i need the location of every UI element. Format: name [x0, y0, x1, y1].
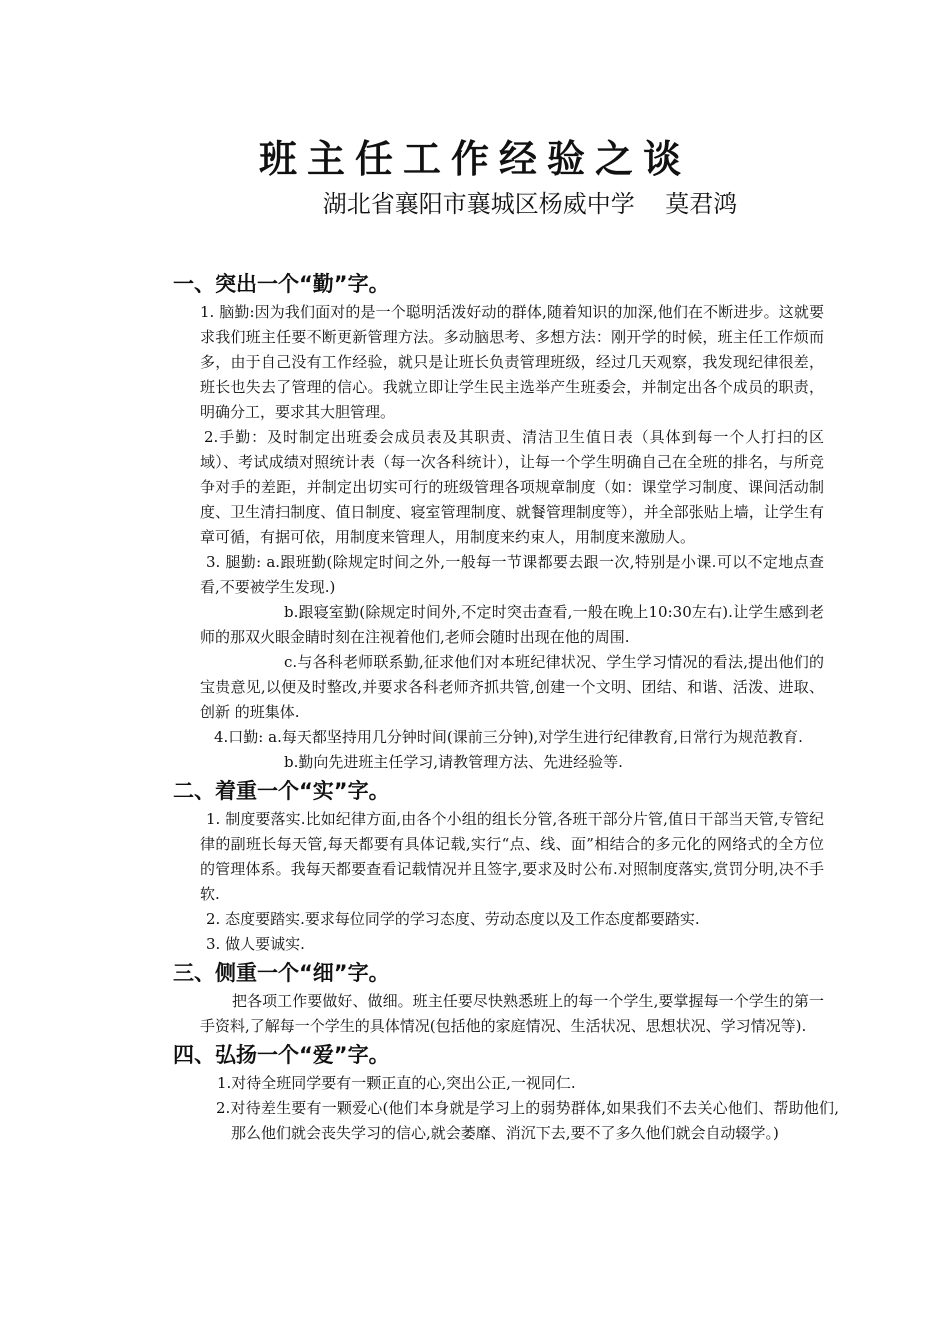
paragraph: 2.对待差生要有一颗爱心(他们本身就是学习上的弱势群体,如果我们不去关心他们、帮助他们,那么他们就会丧失学习的信心,就会萎靡、消沉下去,要不了多久他们就会自动辍学。) — [216, 1099, 839, 1142]
document-body — [0, 268, 950, 1146]
paragraph: 把各项工作要做好、做细。班主任要尽快熟悉班上的每一个学生,要掌握每一个学生的第一手资料,了解每一个学生的具体情况(包括他的家庭情况、生活状况、思想状况、学习情况等). — [200, 992, 824, 1035]
paragraph: b.跟寝室勤(除规定时间外,不定时突击查看,一般在晚上10:30左右).让学生感到老师的那双火眼金睛时刻在注视着他们,老师会随时出现在他的周围. — [200, 603, 824, 646]
section-heading: 四、弘扬一个“爱”字。 — [173, 1043, 390, 1067]
author-byline: 湖北省襄阳市襄城区杨威中学 莫君鸿 — [322, 190, 738, 218]
section-heading: 二、着重一个“实”字。 — [173, 779, 390, 803]
paragraph: 1.对待全班同学要有一颗正直的心,突出公正,一视同仁. — [217, 1074, 576, 1092]
paragraph: 4.口勤: a.每天都坚持用几分钟时间(课前三分钟),对学生进行纪律教育,日常行为规范教育. — [214, 728, 803, 746]
paragraph: 1. 脑勤:因为我们面对的是一个聪明活泼好动的群体,随着知识的加深,他们在不断进步。这就要求我们班主任要不断更新管理方法。多动脑思考、多想方法：刚开学的时候，班主任工作烦而多，由于自己没有工作经验，就只是让班长负责管理班级，经过几天观察，我发现纪律很差，班长也失去了管理的信心。我就立即让学生民主选举产生班委会，并制定出各个成员的职责，明确分工，要求其大胆管理。 — [200, 303, 824, 421]
paragraph: 3. 做人要诚实. — [206, 935, 305, 953]
paragraph: 2. 态度要踏实.要求每位同学的学习态度、劳动态度以及工作态度都要踏实. — [206, 910, 700, 928]
paragraph: c.与各科老师联系勤,征求他们对本班纪律状况、学生学习情况的看法,提出他们的宝贵意见,以便及时整改,并要求各科老师齐抓共管,创建一个文明、团结、和谐、活泼、进取、创新 的班集体. — [200, 653, 824, 721]
paragraph: 2.手勤：及时制定出班委会成员表及其职责、清洁卫生值日表（具体到每一个人打扫的区域）、考试成绩对照统计表（每一次各科统计），让每一个学生明确自己在全班的排名，与所竞争对手的差距，并制定出切实可行的班级管理各项规章制度（如：课堂学习制度、课间活动制度、卫生清扫制度、值日制度、寝室管理制度、就餐管理制度等），并全部张贴上墙，让学生有章可循，有据可依，用制度来管理人，用制度来约束人，用制度来激励人。 — [200, 428, 824, 546]
document-title: 班主任工作经验之谈 — [258, 137, 691, 181]
section-heading: 三、侧重一个“细”字。 — [173, 961, 390, 985]
paragraph: 3. 腿勤: a.跟班勤(除规定时间之外,一般每一节课都要去跟一次,特别是小课.可以不定地点查看,不要被学生发现.) — [200, 553, 824, 596]
section-heading: 一、突出一个“勤”字。 — [173, 272, 390, 296]
paragraph: b.勤向先进班主任学习,请教管理方法、先进经验等. — [284, 753, 623, 771]
paragraph: 1. 制度要落实.比如纪律方面,由各个小组的组长分管,各班干部分片管,值日干部当天管,专管纪律的副班长每天管,每天都要有具体记载,实行“点、线、面”相结合的多元化的网络式的全方位的管理体系。我每天都要查看记载情况并且签字,要求及时公布.对照制度落实,赏罚分明,决不手软. — [200, 810, 824, 903]
